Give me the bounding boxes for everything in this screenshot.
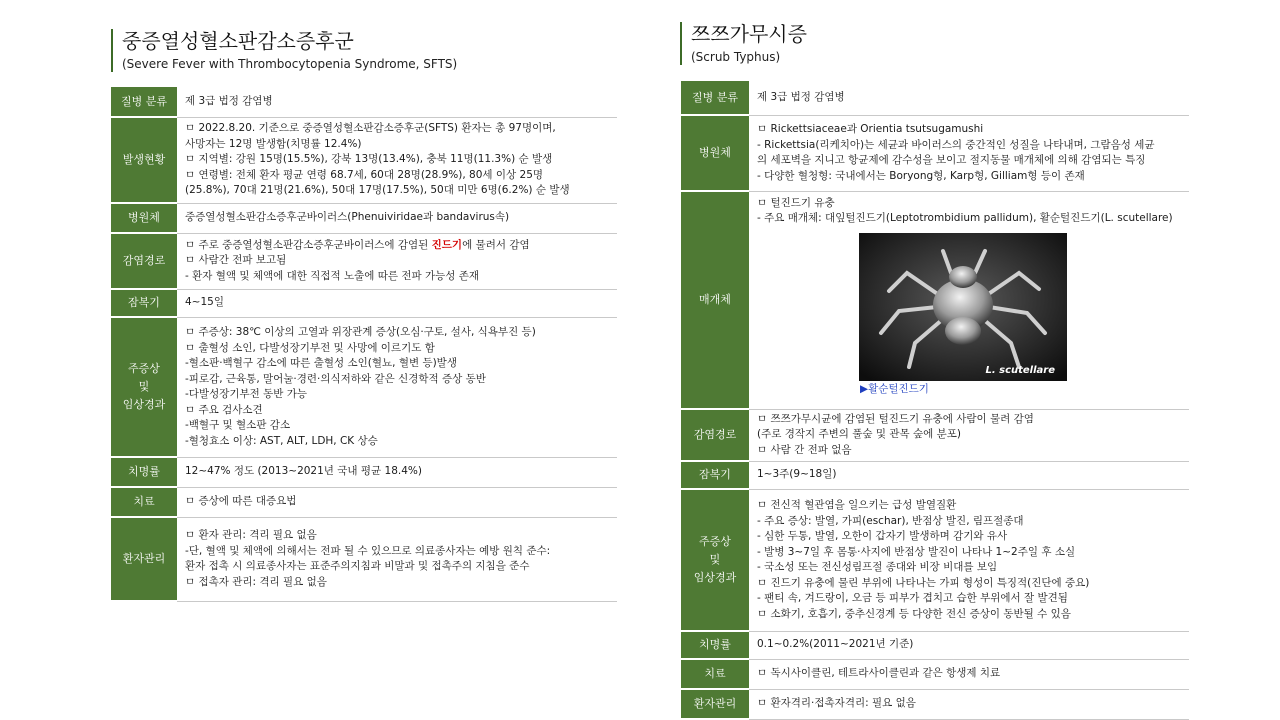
value-line: ㅁ 사람 간 전파 없음 [757, 443, 852, 456]
sfts-subtitle: (Severe Fever with Thrombocytopenia Syndrome, SFTS) [122, 57, 458, 71]
value-line: -혈소판·백혈구 감소에 따른 출혈성 소인(혈뇨, 혈변 등)발생 [185, 357, 457, 369]
sfts-title: 중증열성혈소판감소증후군 [122, 29, 354, 53]
value-line: 의 세포벽을 지니고 항균제에 감수성을 보이고 절지동물 매개체에 의해 감염되는 특징 [757, 154, 1146, 166]
scrub-label-fatality [681, 631, 749, 659]
scrub-value-incubation [749, 461, 1189, 489]
value-line: - 다양한 혈청형: 국내에서는 Boryong형, Karp형, Gilliam형 등이 존재 [757, 169, 1085, 182]
value-line: (25.8%), 70대 21명(21.6%), 50대 17명(17.5%), 50대 미만 6명(6.2%) 순 발생 [185, 184, 570, 197]
sfts-row-classification [111, 87, 617, 117]
value-line: ㅁ 전신적 혈관염을 일으키는 급성 발열질환 [757, 499, 957, 511]
sfts-value-transmission [177, 233, 617, 289]
value-line: ㅁ 털진드기 유충 [757, 196, 835, 209]
row-label-text: 치료 [704, 667, 726, 680]
scrub-value-patient-management [749, 689, 1189, 719]
value-line: 1~3주(9~18일) [757, 468, 837, 481]
row-label-text: 치료 [133, 495, 155, 508]
value-line: - 심한 두통, 발열, 오한이 갑자기 발생하며 감기와 유사 [757, 530, 1008, 542]
scrub-label-treatment [681, 659, 749, 689]
sfts-value-treatment [177, 487, 617, 517]
value-line: -단, 혈액 및 체액에 의해서는 전파 될 수 있으므로 의료종사자는 예방 원칙 준수: [185, 544, 551, 557]
value-line: - 주요 매개체: 대잎털진드기(Leptotrombidium pallidum), 활순털진드기(L. scutellare) [757, 212, 1173, 224]
sfts-label-pathogen [111, 203, 177, 233]
row-label-text: 질병 분류 [691, 90, 738, 104]
mite-image-caption: ▶활순털진드기 [860, 382, 929, 395]
scrub-value-symptoms [749, 489, 1189, 631]
scrub-label-patient-management [681, 689, 749, 719]
value-line: - 국소성 또는 전신성림프절 종대와 비장 비대를 보임 [757, 561, 998, 573]
row-label-text: 질병 분류 [120, 94, 167, 108]
scrub-row-incubation [681, 461, 1189, 489]
row-label-text: 임상경과 [693, 571, 737, 584]
scrub-label-pathogen [681, 115, 749, 191]
scrub-value-vector [749, 191, 1189, 409]
scrub-label-vector [681, 191, 749, 409]
sfts-value-classification [177, 87, 617, 117]
scrub-row-symptoms [681, 489, 1189, 631]
row-label-text: 감염경로 [693, 428, 737, 441]
sfts-info-table [111, 87, 617, 602]
scrub-row-pathogen [681, 115, 1189, 191]
value-line: ㅁ 환자격리·접촉자격리: 필요 없음 [757, 697, 916, 710]
sfts-value-patient-management [177, 517, 617, 601]
value-line: ㅁ 주로 중증열성혈소판감소증후군바이러스에 감염된 진드기에 물려서 감염 [185, 238, 530, 251]
sfts-row-symptoms [111, 317, 617, 457]
value-line: - 주요 증상: 발열, 가피(eschar), 반점상 발진, 림프절종대 [757, 514, 1024, 527]
value-line: - 환자 혈액 및 체액에 대한 직접적 노출에 따른 전파 가능성 존재 [185, 269, 480, 282]
value-line: - 팬티 속, 겨드랑이, 오금 등 피부가 겹치고 습한 부위에서 잘 발견됨 [757, 592, 1068, 604]
value-line: -피로감, 근육통, 말어눌·경련·의식저하와 같은 신경학적 증상 동반 [185, 372, 486, 385]
value-line: ㅁ 주요 검사소견 [185, 403, 263, 416]
value-line: 환자 접촉 시 의료종사자는 표준주의지침과 비말과 및 접촉주의 지침을 준수 [185, 560, 530, 572]
value-line: 제 3급 법정 감염병 [185, 95, 273, 107]
value-line: 4~15일 [185, 296, 224, 309]
scrub-value-transmission [749, 409, 1189, 461]
row-label-text: 치명률 [128, 465, 160, 478]
sfts-label-treatment [111, 487, 177, 517]
sfts-value-occurrence [177, 117, 617, 203]
sfts-label-symptoms [111, 317, 177, 457]
highlight-word-tick: 진드기 [431, 238, 463, 251]
sfts-title-block [111, 29, 457, 72]
value-line: ㅁ 사람간 전파 보고됨 [185, 254, 287, 267]
value-line: ㅁ 독시사이클린, 테트라사이클린과 같은 항생제 치료 [757, 667, 1001, 680]
scrub-label-transmission [681, 409, 749, 461]
sfts-value-pathogen [177, 203, 617, 233]
mite-image [859, 233, 1067, 381]
sfts-label-occurrence [111, 117, 177, 203]
value-line: 제 3급 법정 감염병 [757, 91, 845, 103]
value-line: ㅁ 환자 관리: 격리 필요 없음 [185, 529, 317, 541]
row-label-text: 잠복기 [128, 296, 160, 309]
value-line: 0.1~0.2%(2011~2021년 기준) [757, 638, 914, 651]
value-line: ㅁ 출혈성 소인, 다발성장기부전 및 사망에 이르기도 함 [185, 341, 435, 354]
value-line: - 발병 3~7일 후 몸통·사지에 반점상 발진이 나타나 1~2주일 후 소실 [757, 545, 1076, 558]
scrub-label-symptoms [681, 489, 749, 631]
scrub-value-pathogen [749, 115, 1189, 191]
value-line: 사망자는 12명 발생함(치명률 12.4%) [185, 137, 362, 150]
row-label-text: 주증상 [128, 362, 160, 375]
value-line: - Rickettsia(리케치아)는 세균과 바이러스의 중간적인 성질을 나타내며, 그람음성 세균 [757, 138, 1155, 151]
value-line: -혈청효소 이상: AST, ALT, LDH, CK 상승 [185, 434, 378, 447]
value-line: ㅁ 소화기, 호흡기, 중추신경계 등 다양한 전신 증상이 동반될 수 있음 [757, 607, 1071, 620]
scrub-row-patient-management [681, 689, 1189, 719]
sfts-label-patient-management [111, 517, 177, 601]
scrub-value-classification [749, 81, 1189, 115]
scrub-value-treatment [749, 659, 1189, 689]
row-label-text: 병원체 [699, 146, 731, 159]
value-line: ㅁ 증상에 따른 대증요법 [185, 495, 297, 508]
sfts-row-pathogen [111, 203, 617, 233]
scrub-row-transmission [681, 409, 1189, 461]
row-label-text: 환자관리 [693, 697, 737, 710]
row-label-text: 매개체 [699, 293, 731, 306]
sfts-row-patient-management [111, 517, 617, 601]
sfts-row-occurrence [111, 117, 617, 203]
row-label-text: 잠복기 [699, 468, 731, 481]
row-label-text: 발생현황 [122, 153, 166, 166]
row-label-text: 및 [709, 553, 721, 566]
scrub-row-classification [681, 81, 1189, 115]
value-line: -백혈구 및 혈소판 감소 [185, 419, 291, 431]
row-label-text: 병원체 [128, 211, 160, 224]
scrub-title: 쯔쯔가무시증 [691, 22, 807, 46]
value-line: ㅁ 주증상: 38℃ 이상의 고열과 위장관계 증상(오심·구토, 설사, 식욕부진 등) [185, 326, 536, 338]
value-line: ㅁ 지역별: 강원 15명(15.5%), 강북 13명(13.4%), 충북 11명(11.3%) 순 발생 [185, 153, 553, 166]
value-line: ㅁ 연령별: 전체 환자 평균 연령 68.7세, 60대 28명(28.9%), 80세 이상 25명 [185, 168, 544, 181]
scrub-subtitle: (Scrub Typhus) [691, 50, 781, 64]
value-line: ㅁ Rickettsiaceae과 Orientia tsutsugamushi [757, 123, 984, 135]
value-line: ㅁ 진드기 유충에 물린 부위에 나타나는 가피 형성이 특징적(진단에 중요) [757, 576, 1090, 589]
row-label-text: 주증상 [699, 535, 731, 548]
sfts-row-transmission [111, 233, 617, 289]
sfts-value-incubation [177, 289, 617, 317]
value-line: (주로 경작지 주변의 풀숲 및 관목 숲에 분포) [757, 428, 961, 441]
sfts-label-fatality [111, 457, 177, 487]
sfts-label-incubation [111, 289, 177, 317]
sfts-row-treatment [111, 487, 617, 517]
scrub-label-incubation [681, 461, 749, 489]
sfts-value-fatality [177, 457, 617, 487]
row-label-text: 임상경과 [122, 398, 166, 411]
sfts-value-symptoms [177, 317, 617, 457]
sfts-label-transmission [111, 233, 177, 289]
row-label-text: 및 [138, 380, 150, 393]
mite-image-label: L. scutellare [985, 364, 1055, 376]
scrub-row-treatment [681, 659, 1189, 689]
sfts-row-incubation [111, 289, 617, 317]
value-line: 중증열성혈소판감소증후군바이러스(Phenuiviridae과 bandavirus속) [185, 211, 510, 224]
sfts-label-classification [111, 87, 177, 117]
value-line: ㅁ 접촉자 관리: 격리 필요 없음 [185, 575, 327, 588]
row-label-text: 감염경로 [122, 254, 166, 267]
row-label-text: 치명률 [699, 638, 731, 651]
scrub-row-vector [681, 191, 1189, 409]
scrub-info-table [681, 81, 1189, 720]
scrub-label-classification [681, 81, 749, 115]
value-line: ㅁ 쯔쯔가무시균에 감염된 털진드기 유충에 사람이 물려 감염 [757, 412, 1034, 425]
value-line: 12~47% 정도 (2013~2021년 국내 평균 18.4%) [185, 465, 422, 478]
row-label-text: 환자관리 [122, 552, 166, 565]
scrub-value-fatality [749, 631, 1189, 659]
scrub-row-fatality [681, 631, 1189, 659]
scrub-title-block [680, 22, 807, 65]
sfts-row-fatality [111, 457, 617, 487]
value-line: -다발성장기부전 동반 가능 [185, 388, 308, 400]
value-line: ㅁ 2022.8.20. 기준으로 중증열성혈소판감소증후군(SFTS) 환자는 총 97명이며, [185, 122, 556, 135]
